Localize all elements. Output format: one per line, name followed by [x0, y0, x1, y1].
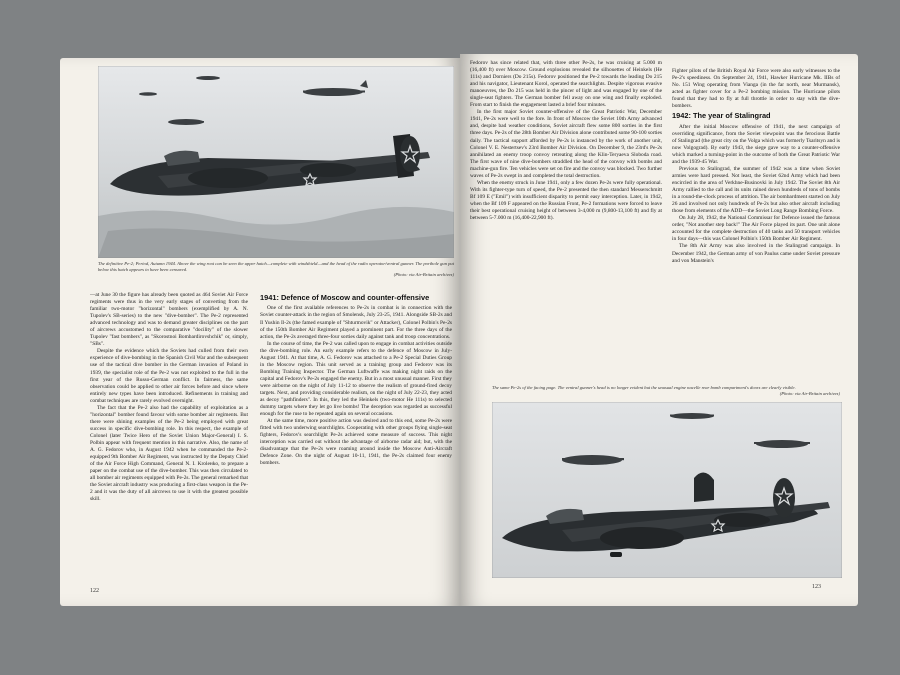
paragraph: At the same time, more positive action was desired and to this end, some Pe-2s were fitted with two underwing searchlights. Cooperating with other groups flying single-seat fighters, Fedorov's searchlight Pe-2s achieved some measure of success. This night interception was carried out without the advantage of airborne radar aid; but, with the disadvantage that the Pe-2s were roaming around inside the Moscow Anti-Aircraft Defence Zone. On the night of August 10-11, 1941, the Pe-2s claimed four enemy bombers. — [260, 418, 452, 467]
paragraph: Fighter pilots of the British Royal Air Force were also early witnesses to the Pe-2's speediness. On September 24, 1941, Hawker Hurricane Mk. IIBs of No. 151 Wing operating from Vianga (in the far north, near Murmansk), acted as fighter cover for a Pe-2 bombing mission. The Hurricane pilots found that they had to fly at full throttle in order to stay with the dive-bombers. — [672, 68, 840, 110]
paragraph: Fedorov has since related that, with three other Pe-2s, he was cruising at 5.000 m (16,400 ft) over Moscow. Ground explosions revealed the silhouettes of Heinkels (He 111s) and Dorniers (Do 215s). Fedorov positioned the Pe-2 towards the leading Do 215 and his navigator, Lieutenant Korol, operated the searchlights. Despite vigorous evasive manoeuvres, the Do 215 was held in the pincer of light and was engaged by one of the single-seat fighters. The German bomber fell away on one wing and finally exploded. From start to finish the engagement lasted a brief four minutes. — [470, 60, 662, 109]
left-caption-text: The definitive Pe-2; Period, Autumn 1944. Above the wing root can be seen the upper hatch—complete with windshield—and the head of the radio operator/ventral gunner. The porthole gun put below this hatch appears to have been censored. — [98, 261, 455, 272]
right-caption-credit: (Photo: via Air-Britain archives) — [779, 390, 840, 396]
paragraph: The 8th Air Army was also involved in the Stalingrad campaign. In December 1942, the German army of von Paulus came under Soviet pressure and von Manstein's — [672, 243, 840, 264]
right-page — [460, 54, 858, 606]
paragraph: On July 28, 1942, the National Commissar for Defence issued the famous order, "Not another step back!" The Air Force played its part. One unit alone accounted for the complete destruction of 40 tanks and 50 transport vehicles in four days—this was Colonel Polbin's 150th Bomber Air Regiment. — [672, 215, 840, 243]
right-photo-caption — [492, 385, 840, 396]
left-photo-caption — [98, 261, 454, 278]
section-heading-1941: 1941: Defence of Moscow and counter-offensive — [260, 293, 430, 302]
paragraph: One of the first available references to Pe-2s in combat is in connection with the Soviet counter-attack in the region of Smolensk, July 23-25, 1941. Alongside SB-2s and Il Yushin Il-2s (the famed example of "Shturmovik" or Attacker), Colonel Polbin's Pe-2s of the 150th Bomber Air Regiment played a prominent part. For the three days of the action, the Pe-2s averaged three-four sorties daily against tank and troop concentrations. — [260, 305, 452, 340]
paragraph: In the course of time, the Pe-2 was called upon to engage in combat activities outside the dive-bombing role. An early example refers to the defence of Moscow in July-August 1941. At that time, A. G. Fedorov was attached to a Pe-2 Special Duties Group in the Moscow region. This unit served as a training group and Fedorov was its Bombing Training Inspector. The German Luftwaffe was making night raids on the capital and Fedorov's Pe-2s engaged the enemy. But in a most unusual manner. First they were airborne on the night of July 11-12 to observe the realism of ground-fired decoy targets. Next, and providing considerable realism, on the night of July 22-23, they acted as decoy "pathfinders". In this, they led the Heinkels (two-motor He 111s) to selected dummy targets where they let go live bombs! The deception was regarded as successful enough for the ruse to be repeated again on several occasions. — [260, 340, 452, 418]
page-number-right: 123 — [812, 584, 821, 590]
left-caption-credit: (Photo: via Air-Britain archives) — [393, 272, 454, 278]
right-column-2 — [672, 68, 840, 380]
section-heading-1942: 1942: The year of Stalingrad — [672, 111, 771, 121]
left-column-1 — [90, 292, 248, 594]
left-column-2 — [260, 292, 452, 596]
paragraph: When the enemy struck in June 1941, only a few dozen Pe-2s were fully operational. With its fighter-type turn of speed, the Pe-2 presented the then standard Messerschmitt Bf 109 E ("Emil") with insufficient disparity to permit easy interception. Later, in 1942, when the Bf 109 F appeared on the Russian Front, Pe-2 formations were forced to leave their best operational cruising height of between 3-4,000 m (9,800-13,100 ft) and fly at between 5-7.000 m (16,400-22,900 ft). — [470, 179, 662, 222]
paragraph: The fact that the Pe-2 also had the capability of exploitation as a "horizontal" bomber found favour with some bomber air regiments. But there were shining examples of the Pe-2 being employed with great success in specific dive-bombing role. In this respect, the example of Colonel (later Twice Hero of the Soviet Union Major-General) I. S. Polbin appear with frequent mention in this narrative. Also, the name of A. G. Fedorov who, in August 1942 when he commanded the Pe-2-equipped 9th Bomber Air Regiment, was instructed by the Deputy Chief of the Air Force High Command, General N. I. Kroleнko, to prepare a paper on the combat use of the dive-bomber. This was then circulated to all bomber air regiments equipped with Pe-2s. The general remarked that the Soviet aircraft industry was producing a first-class weapon in the Pe-2 and it was the duty of all aircrews to use it with the greatest possible skill. — [90, 404, 248, 503]
photo-pe2-formation — [98, 66, 454, 258]
paragraph: In the first major Soviet counter-offensive of the Great Patriotic War, December 1941, Pe-2s were well to the fore. In front of Moscow the Soviet 10th Army advanced and, despite bad weather conditions, Soviet aircraft flew some 800 sorties in the first three days. Pe-2s of the 28th Bomber Air Division alone contributed some 90-100 sorties daily. The tactical support afforded by Pe-2s is instanced by the work of another unit, Colonel V. E. Nestertsev's 23rd Bomber Air Division. On December 9, the 23rd's Pe-2s annihilated an enemy troop convoy retreating along the Klin-Teryaeva Sloboda road. The first wave of nine dive-bombers straddled the head of the convoy with bombs and machine-gun fire. Ten vehicles were set on fire and the convoy was blocked. Two further waves of Pe-2s swept in and completed the total destruction. — [470, 109, 662, 179]
paragraph: Despite the evidence which the Soviets had culled from their own experience of dive-bombing in the Spanish Civil War and the subsequent use of the tactical dive bomber in the German invasion of Poland in 1939, the specialist role of the Pe-2 was not exploited to the full in the first year of the Russo-German conflict. In fairness, the same observation could be applied to other air forces before and since where entirely new types have been introduced. Refinements in training and combat techniques are rarely evolved overnight. — [90, 348, 248, 404]
left-page — [60, 58, 460, 606]
right-caption-text: The same Pe-2s of the facing page. The ventral gunner's head is no longer evident but the unusual engine nacelle rear bomb compartment's doors are clearly visible. — [492, 385, 796, 390]
paragraph: Previous to Stalingrad, the summer of 1942 was a time when Soviet armies were hard pressed. Not least, the Soviet 62nd Army which had been encircled in the area of Verkhne-Businovki in July 1942. The Soviet 8th Air Army rallied to the call and its units rained down hundreds of tons of bombs in a round-the-clock process of attrition. The air bombardment started on July 26 and involved not only hundreds of Pe-2s but also other aircraft including those from elements of the ADD—the Soviet Long Range Bombing Force. — [672, 165, 840, 215]
right-column-1 — [470, 60, 662, 378]
photo-pe2-bombing — [492, 402, 842, 578]
page-number-left: 122 — [90, 588, 99, 594]
paragraph: After the initial Moscow offensive of 1941, the next campaign of overriding significance, from the Soviet viewpoint was the ferocious Battle of Stalingrad (the great city on the Volga which was formerly Tsaritsyn and is now Volgograd). By early 1943, the siege gave way to a counter-offensive which marked a turning-point in the outcome of both the Great Patriotic War and the 1939-45 War. — [672, 123, 840, 165]
paragraph: —at June 30 the figure has already been quoted as 464 Soviet Air Force regiments were thus in the very early stages of converting from the familiar two-motor "horizontal" bombers (exemplified by A. N. Tupolev's SB-series) to the new "dive-bomber". The Pe-2 represented advanced technology and was to demand greater disciplines on the part of aircrews accustomed to the comparative "docility" of the slower Tupolev "fast bombers", as "Skorostnoi Bombardirovshchik" or, simply, "SBs". — [90, 292, 248, 348]
